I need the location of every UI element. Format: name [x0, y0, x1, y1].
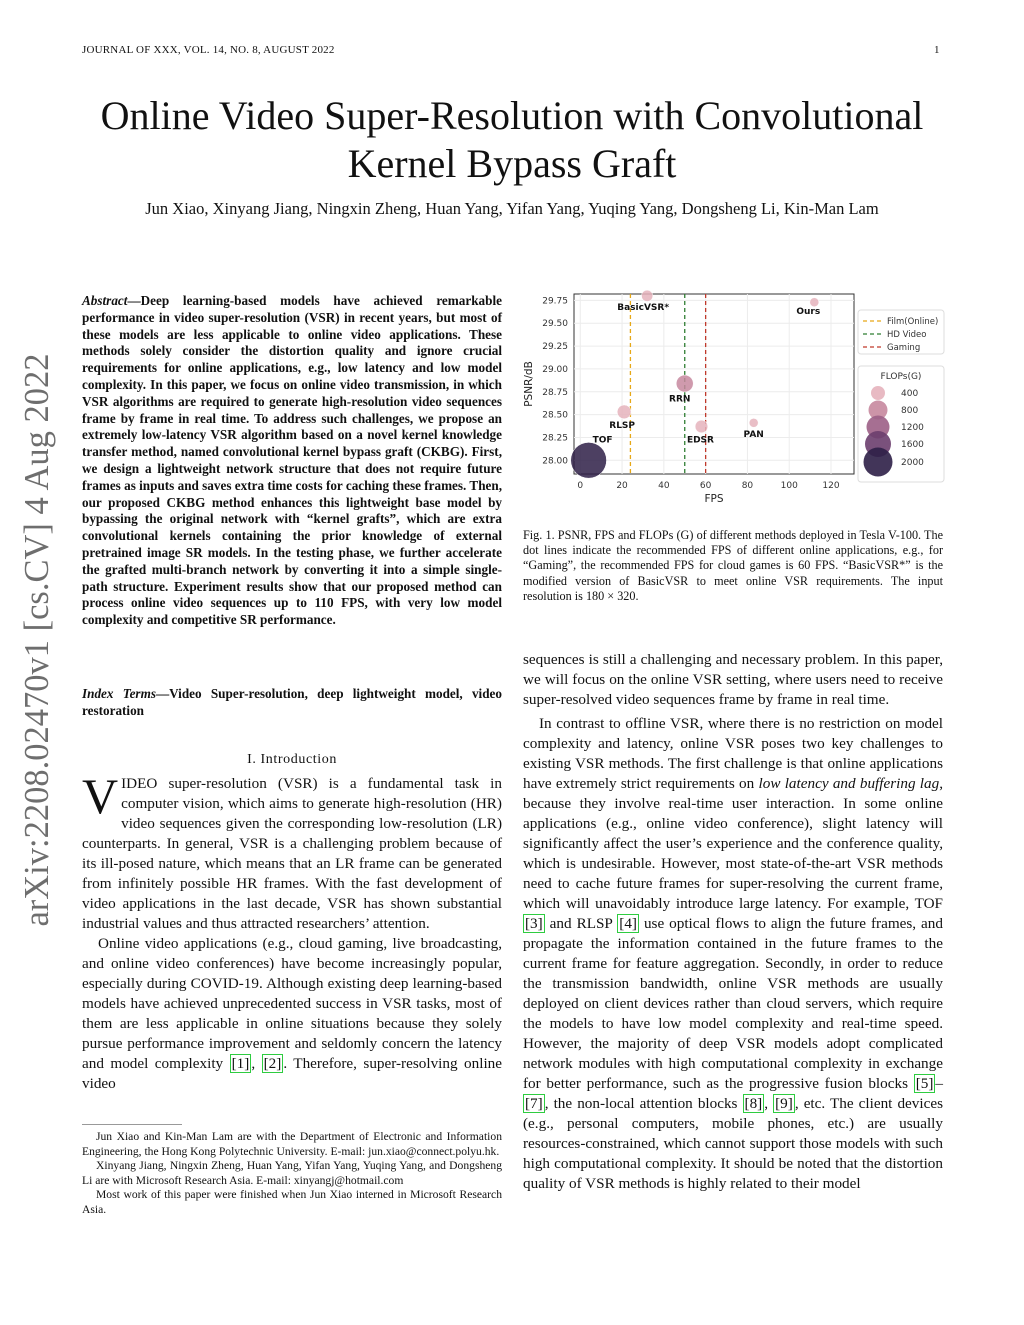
footnote-rule [82, 1124, 182, 1125]
point-label: RRN [669, 394, 691, 405]
point-label: BasicVSR* [617, 302, 670, 313]
y-tick-label: 29.75 [542, 296, 568, 307]
x-tick-label: 60 [699, 481, 712, 491]
size-legend-label: 400 [901, 389, 919, 399]
size-legend-title: FLOPs(G) [880, 372, 922, 382]
y-tick-label: 28.50 [542, 410, 568, 421]
abstract-text: —Deep learning-based models have achieved remarkable performance in video super-resolution (VSR) in recent years, but most of these models are less applicable to online video applications. These methods solely consider the distortion quality and ignore crucial requirements for online applications, e.g., low latency and low model complexity. In this paper, we focus on online video transmission, in which VSR algorithms are required to generate high-resolution video sequences frame by frame in real time. To address such challenges, we propose an extremely low-latency VSR algorithm based on a novel kernel knowledge transfer method, named convolutional kernel bypass graft (CKBG). First, we design a lightweight network structure that does not require future frames as inputs and saves extra time costs for caching these frames. Then, our proposed CKBG method enhances this lightweight base model by bypassing the original network with “kernel grafts”, which are extra convolutional kernels containing the prior knowledge of external pretrained image SR models. In the testing phase, we further accelerate the grafted multi-branch network by converting it into a simple single-path structure. Experiment results show that our proposed method can process online video sequences up to 110 FPS, with very low model complexity and competitive SR performance. [82, 293, 503, 628]
size-legend-label: 1600 [901, 440, 924, 450]
point-label: TOF [592, 435, 613, 446]
x-tick-label: 100 [780, 481, 798, 491]
point-label: Ours [796, 307, 821, 318]
data-point [641, 290, 652, 301]
running-header: JOURNAL OF XXX, VOL. 14, NO. 8, AUGUST 2022 [82, 44, 335, 56]
y-tick-label: 29.50 [542, 319, 568, 330]
body-paragraph: sequences is still a challenging and necessary problem. In this paper, we will focus on the online VSR setting, where users need to receive super-resolved video sequences frame by frame in real time. [523, 651, 943, 708]
data-point [749, 418, 758, 427]
x-tick-label: 0 [577, 481, 584, 491]
legend-line-label: Film(Online) [887, 317, 939, 327]
index-terms-label: Index Terms [82, 686, 156, 701]
abstract [82, 293, 502, 629]
figure-caption: Fig. 1. PSNR, FPS and FLOPs (G) of different methods deployed in Tesla V-100. The dot lines indicate the recommended FPS of different online applications, e.g., for “Gaming”, the recommended FPS for cloud games is 60 FPS. “BasicVSR*” is the modified version of BasicVSR to meet online VSR requirements. The input resolution is 180 × 320. [523, 528, 943, 603]
citation-link[interactable]: [1] [231, 1055, 250, 1072]
section-heading-introduction: I. Introduction [247, 752, 337, 767]
size-legend-label: 800 [901, 406, 919, 416]
footnote: Jun Xiao and Kin-Man Lam are with the Department of Electronic and Information Engineering, the Hong Kong Polytechnic University. E-mail: jun.xiao@connect.polyu.hk. [82, 1130, 502, 1158]
footnote: Most work of this paper were finished when Jun Xiao interned in Microsoft Research Asia. [82, 1188, 502, 1216]
index-terms-text: —Video Super-resolution, deep lightweight model, video restoration [82, 686, 502, 718]
body-paragraph: In contrast to offline VSR, where there is no restriction on model complexity and latency, online VSR poses two key challenges to existing VSR methods. The first challenge is that online applications have extremely strict requirements on low latency and buffering lag, because they involve real-time user interaction. In some online applications (e.g., online video conference), slight latency will significantly affect the user’s experience and the conference quality, which is undesirable. However, most state-of-the-art VSR methods need to cache future frames for super-resolving the current frame, which will unavoidably introduce large latency. For example, TOF [3] and RLSP [4] use optical flows to align the future frames, and propagate the information contained in the future frames to the current frame for feature aggregation. Secondly, in order to reduce the transmission bandwidth, online VSR methods are usually deployed on client devices rather than cloud servers, which require the models to have low model complexity and real-time speed. However, the majority of deep VSR models adopt complicated network modules with high computational complexity in exchange for better performance, such as the progressive fusion blocks [5] –[7] , the non-local attention blocks [8] , [9] , etc. The client devices (e.g., personal computers, mobile phones, etc.) are usually resources-constrained, which cannot support those models with such high computational complexity. It should be noted that the distortion quality of VSR methods is highly related to their model [523, 715, 943, 1192]
right-column-body [523, 650, 943, 1194]
citation-link[interactable]: [9] [775, 1095, 793, 1112]
plot-area [574, 294, 854, 474]
citation-link[interactable]: [3] [525, 915, 543, 932]
drop-cap: V [82, 768, 119, 824]
paper-title: Online Video Super-Resolution with Convolutional Kernel Bypass Graft [100, 93, 924, 186]
legend-line-label: Gaming [887, 343, 921, 353]
arxiv-sidebar [18, 345, 62, 935]
y-tick-label: 28.75 [542, 387, 568, 398]
intro-paragraph-1: VIDEO super-resolution (VSR) is a fundamental task in computer vision, which aims to generate high-resolution (HR) video sequences given the corresponding low-resolution (LR) counterparts. In general, VSR is a challenging problem because of its ill-posed nature, which means that an LR frame can be generated from infinitely possible HR frames. With the fast development of video applications in the last decade, VSR has shown substantial industrial values and thus attracted researchers’ attention. [82, 768, 502, 932]
y-axis-label: PSNR/dB [523, 361, 535, 407]
legend-line-label: HD Video [887, 330, 927, 340]
data-point [676, 375, 693, 392]
citation-link[interactable]: [7] [525, 1095, 543, 1112]
citation-link[interactable]: [4] [619, 915, 637, 932]
footnotes [82, 1130, 502, 1218]
footnote: Xinyang Jiang, Ningxin Zheng, Huan Yang, Yifan Yang, Yuqing Yang, and Dongsheng Li are with Microsoft Research Asia. E-mail: xinyangj@hotmail.com [82, 1159, 502, 1187]
point-label: EDSR [686, 435, 714, 446]
size-legend-label: 1200 [901, 423, 924, 433]
author-list: Jun Xiao, Xinyang Jiang, Ningxin Zheng, Huan Yang, Yifan Yang, Yuqing Yang, Dongsheng Li, Kin-Man Lam [145, 199, 879, 218]
y-tick-label: 29.00 [542, 364, 568, 375]
data-point [695, 420, 708, 433]
figure-1-chart [520, 288, 960, 520]
citation-link[interactable]: [8] [744, 1095, 763, 1112]
data-point [810, 298, 819, 307]
y-tick-label: 28.00 [542, 456, 568, 467]
index-terms [82, 686, 502, 720]
y-tick-label: 29.25 [542, 342, 568, 353]
data-point [571, 442, 607, 478]
citation-link[interactable]: [2] [263, 1055, 282, 1072]
chart-svg [520, 288, 960, 520]
introduction-body [82, 768, 503, 1094]
size-legend-swatch [871, 386, 885, 400]
x-tick-label: 20 [616, 481, 628, 491]
abstract-label: Abstract [82, 293, 128, 308]
x-tick-label: 80 [741, 481, 754, 491]
x-tick-label: 40 [658, 481, 670, 491]
page-number: 1 [934, 44, 940, 56]
size-legend-swatch [864, 448, 893, 477]
citation-link[interactable]: [5] [915, 1075, 934, 1092]
arxiv-identifier: arXiv:2208.02470v1 [cs.CV] 4 Aug 2022 [18, 353, 56, 927]
point-label: RLSP [609, 420, 636, 431]
intro-paragraph-2: Online video applications (e.g., cloud gaming, live broadcasting, and online video conferences) have become increasingly popular, especially during COVID-19. Although existing deep learning-based models have achieved unprecedented success in VSR tasks, most of them are less applicable in online situations because they solely pursue performance improvement and seldomly concern the latency and model complexity [1] , [2] . Therefore, super-resolving online video [82, 935, 503, 1092]
x-tick-label: 120 [822, 481, 840, 491]
y-tick-label: 28.25 [542, 433, 568, 444]
size-legend-label: 2000 [901, 458, 924, 468]
x-axis-label: FPS [704, 493, 724, 505]
point-label: PAN [743, 429, 764, 440]
data-point [617, 405, 631, 419]
